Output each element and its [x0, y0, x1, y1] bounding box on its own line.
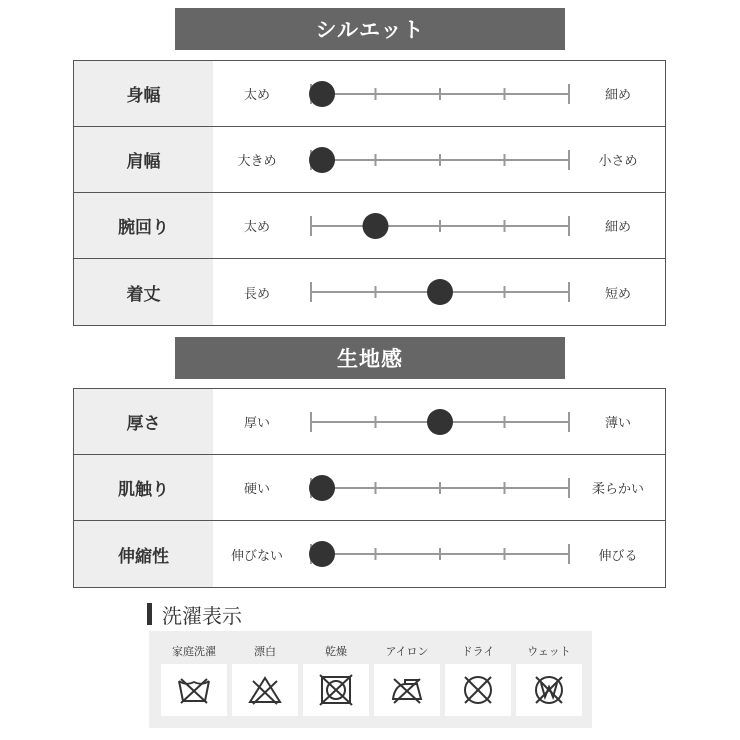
care-label: 漂白: [254, 645, 276, 658]
scale-marker: [309, 147, 335, 173]
row-body: [213, 127, 665, 192]
scale-track: [309, 521, 571, 587]
triangle-crossed-icon: [232, 664, 298, 716]
care-label: ドライ: [461, 645, 495, 658]
scale-marker: [309, 541, 335, 567]
scale-row: [74, 127, 665, 193]
scale-track: [309, 259, 571, 325]
scale-left-text: 硬い: [243, 482, 270, 497]
row-label: 腕回り: [74, 193, 213, 258]
scale-right-text: 小さめ: [598, 154, 638, 169]
row-label: 身幅: [74, 61, 213, 126]
care-box: [149, 631, 592, 728]
scale-row: [74, 521, 665, 587]
wet-clean-crossed-icon: [516, 664, 582, 716]
row-label: 厚さ: [74, 389, 213, 454]
scale-left-text: 太め: [243, 220, 270, 235]
row-body: [213, 259, 665, 325]
scale-row: [74, 389, 665, 455]
row-label: 伸縮性: [74, 521, 213, 587]
scale-track: [309, 127, 571, 192]
row-label: 着丈: [74, 259, 213, 325]
scale-marker: [427, 409, 453, 435]
scale-right-text: 薄い: [604, 416, 631, 431]
silhouette-table: [73, 60, 666, 326]
iron-crossed-icon: [374, 664, 440, 716]
scale-marker: [309, 475, 335, 501]
scale-left-text: 厚い: [243, 416, 270, 431]
scale-track: [309, 455, 571, 520]
row-body: [213, 193, 665, 258]
care-label: ウェット: [527, 645, 571, 658]
scale-left-text: 長め: [243, 286, 270, 302]
care-label: 家庭洗濯: [172, 645, 216, 658]
care-label: 乾燥: [325, 645, 347, 658]
row-body: [213, 455, 665, 520]
care-title-text: 洗濯表示: [162, 603, 242, 628]
row-label: 肌触り: [74, 455, 213, 520]
dry-clean-crossed-icon: [445, 664, 511, 716]
scale-right-text: 伸びる: [598, 548, 638, 564]
scale-row: [74, 259, 665, 325]
scale-left-text: 伸びない: [230, 548, 283, 564]
scale-track: [309, 193, 571, 258]
row-body: [213, 521, 665, 587]
tumble-dry-crossed-icon: [303, 664, 369, 716]
silhouette-title: シルエット: [315, 18, 425, 42]
scale-row: [74, 455, 665, 521]
scale-right-text: 細め: [604, 220, 631, 235]
care-title-bar: [147, 603, 152, 625]
row-label: 肩幅: [74, 127, 213, 192]
scale-marker: [309, 81, 335, 107]
scale-marker: [363, 213, 389, 239]
row-body: [213, 61, 665, 126]
scale-track: [309, 389, 571, 454]
care-label: アイロン: [385, 645, 429, 658]
scale-right-text: 短め: [604, 286, 631, 302]
scale-left-text: 大きめ: [237, 154, 277, 169]
scale-left-text: 太め: [243, 88, 270, 103]
scale-right-text: 柔らかい: [591, 482, 644, 497]
silhouette-banner: [175, 8, 565, 50]
scale-right-text: 細め: [604, 88, 631, 103]
fabric-table: [73, 388, 666, 588]
fabric-banner: [175, 337, 565, 379]
scale-row: [74, 61, 665, 127]
scale-row: [74, 193, 665, 259]
row-body: [213, 389, 665, 454]
fabric-title: 生地感: [337, 347, 403, 371]
care-title: [147, 600, 242, 628]
scale-track: [309, 61, 571, 126]
scale-marker: [427, 279, 453, 305]
washtub-crossed-icon: [161, 664, 227, 716]
